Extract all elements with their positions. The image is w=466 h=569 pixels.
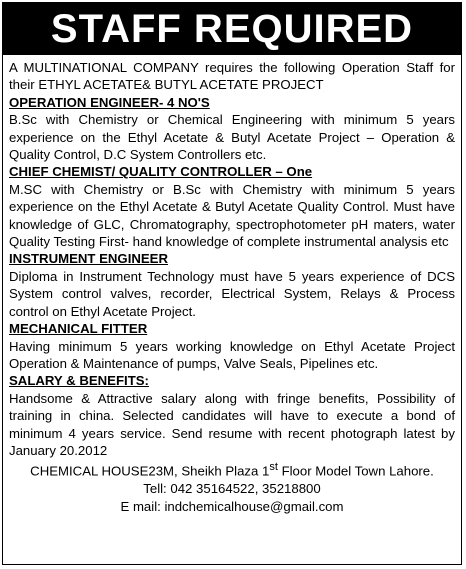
address-part-2: Floor Model Town Lahore. <box>277 463 434 479</box>
ad-content <box>9 59 455 515</box>
section-heading-salary-benefits: SALARY & BENEFITS: <box>9 373 149 389</box>
section-heading-operation-engineer: OPERATION ENGINEER- 4 NO'S <box>9 94 210 110</box>
section-heading-instrument-engineer: INSTRUMENT ENGINEER <box>9 251 168 267</box>
contact-telephone: Tell: 042 35164522, 35218800 <box>143 481 321 497</box>
address-part-1: CHEMICAL HOUSE23M, Sheikh Plaza 1 <box>30 463 270 479</box>
section-body-mechanical-fitter: Having minimum 5 years working knowledge on Ethyl Acetate Project Operation & Maintenance of pumps, Valve Seals, Pipelines etc. <box>9 338 455 371</box>
advertisement-page <box>2 2 462 565</box>
contact-email: E mail: indchemicalhouse@gmail.com <box>120 498 344 514</box>
section-body-chief-chemist: M.SC with Chemistry or B.Sc with Chemistry with minimum 5 years experience on the Ethyl Acetate & Butyl Acetate Quality Control. Must have knowledge of GLC, Chromatography, spectrophotometer pH maters, water Quality Testing First- hand knowledge of complete instrumental analysis etc <box>9 181 455 250</box>
contact-address <box>9 459 455 480</box>
address-superscript: st <box>269 461 278 474</box>
section-body-salary-benefits: Handsome & Attractive salary along with fringe benefits, Possibility of training in china. Selected candidates will have to execute a bond of minimum 4 years service. Send resume with recent photograph latest by January 20.2012 <box>9 390 455 458</box>
banner-title: STAFF REQUIRED <box>3 3 461 55</box>
intro-text: A MULTINATIONAL COMPANY requires the following Operation Staff for their ETHYL ACETATE& BUTYL ACETATE PROJECT <box>9 60 455 93</box>
section-body-operation-engineer: B.Sc with Chemistry or Chemical Engineering with minimum 5 years experience on the Ethyl Acetate & Butyl Acetate Project – Operation & Quality Control, D.C System Controllers etc. <box>9 112 455 163</box>
section-heading-mechanical-fitter: MECHANICAL FITTER <box>9 321 148 337</box>
section-body-instrument-engineer: Diploma in Instrument Technology must have 5 years experience of DCS System control valves, recorder, Electrical System, Relays & Process control on Ethyl Acetate Project. <box>9 268 455 319</box>
section-heading-chief-chemist: CHIEF CHEMIST/ QUALITY CONTROLLER – One <box>9 164 313 180</box>
